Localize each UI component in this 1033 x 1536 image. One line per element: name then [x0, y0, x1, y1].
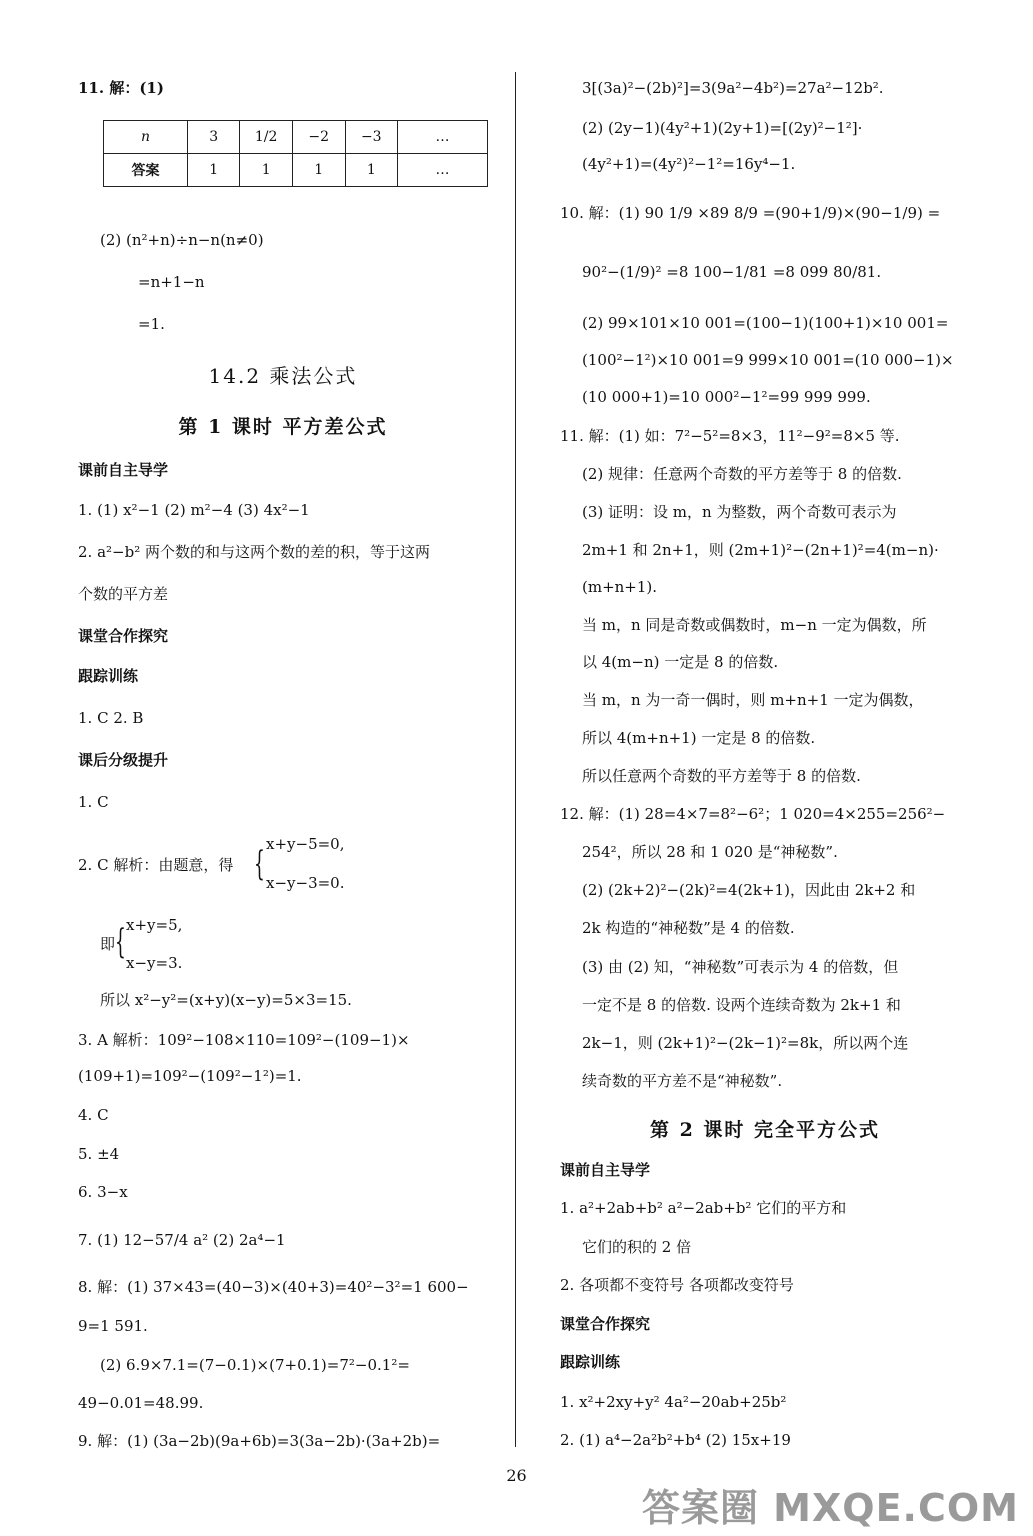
- answer-line: 1. x²+2xy+y² 4a²−20ab+25b²: [560, 1393, 787, 1411]
- q11-part2-line1: (2) (n²+n)÷n−n(n≠0): [100, 231, 264, 249]
- answer-line: 2. 各项都不变符号 各项都改变符号: [560, 1276, 794, 1294]
- equation-line: x+y−5=0,: [266, 835, 345, 853]
- answer-line: (2) 6.9×7.1=(7−0.1)×(7+0.1)=7²−0.1²=: [100, 1356, 410, 1374]
- answer-line: 当 m，n 同是奇数或偶数时，m−n 一定为偶数，所: [582, 616, 927, 634]
- answer-line: (2) 规律：任意两个奇数的平方差等于 8 的倍数.: [582, 465, 902, 483]
- equation-line: x+y=5,: [126, 916, 183, 934]
- q11-part2-line3: =1.: [138, 315, 165, 333]
- table-cell: −2: [292, 121, 345, 154]
- answer-line: 1. (1) x²−1 (2) m²−4 (3) 4x²−1: [78, 501, 310, 519]
- answer-line: (10 000+1)=10 000²−1²=99 999 999.: [582, 388, 871, 406]
- answer-line: (109+1)=109²−(109²−1²)=1.: [78, 1067, 302, 1085]
- table-cell: 1/2: [240, 121, 293, 154]
- answer-line: 它们的积的 2 倍: [582, 1238, 692, 1256]
- heading-class-explore: 课堂合作探究: [78, 627, 169, 645]
- brace-icon: {: [115, 922, 126, 962]
- answer-line: 11. 解：(1) 如：7²−5²=8×3，11²−9²=8×5 等.: [560, 427, 900, 445]
- answer-line: 10. 解：(1) 90 1/9 ×89 8/9 =(90+1/9)×(90−1/9) =: [560, 204, 941, 222]
- equation-line: x−y−3=0.: [266, 874, 345, 892]
- table-row: [104, 154, 488, 187]
- answer-line: 续奇数的平方差不是“神秘数”.: [582, 1072, 783, 1090]
- answer-line: 2. a²−b² 两个数的和与这两个数的差的积，等于这两: [78, 543, 430, 561]
- answer-line: 3[(3a)²−(2b)²]=3(9a²−4b²)=27a²−12b².: [582, 79, 884, 97]
- answer-line: 3. A 解析：109²−108×110=109²−(109−1)×: [78, 1031, 410, 1049]
- answer-line: 4. C: [78, 1106, 109, 1124]
- heading-pre-study: 课前自主导学: [560, 1161, 651, 1179]
- answer-line: 9. 解：(1) (3a−2b)(9a+6b)=3(3a−2b)·(3a+2b)=: [78, 1432, 441, 1450]
- answer-table: [103, 120, 488, 187]
- answer-line: 以 4(m−n) 一定是 8 的倍数.: [582, 653, 779, 671]
- answer-line: 90²−(1/9)² =8 100−1/81 =8 099 80/81.: [582, 263, 882, 281]
- table-cell: n: [104, 121, 188, 154]
- answer-line: 所以 x²−y²=(x+y)(x−y)=5×3=15.: [100, 991, 352, 1009]
- answer-line: 12. 解：(1) 28=4×7=8²−6²；1 020=4×255=256²−: [560, 805, 946, 823]
- answer-line: 个数的平方差: [78, 585, 169, 603]
- brace-icon: {: [254, 844, 265, 884]
- answer-line: (m+n+1).: [582, 578, 658, 596]
- answer-line: (3) 由 (2) 知，“神秘数”可表示为 4 的倍数，但: [582, 958, 899, 976]
- page-number: 26: [506, 1466, 527, 1485]
- table-cell: 1: [345, 154, 398, 187]
- heading-tracking: 跟踪训练: [560, 1353, 621, 1371]
- answer-line: (4y²+1)=(4y²)²−1²=16y⁴−1.: [582, 155, 796, 173]
- table-cell: 答案: [104, 154, 188, 187]
- q11-part2-line2: =n+1−n: [138, 273, 205, 291]
- answer-line: 2. C 解析：由题意，得: [78, 856, 234, 874]
- equation-line: x−y=3.: [126, 954, 183, 972]
- answer-line: 254²，所以 28 和 1 020 是“神秘数”.: [582, 843, 838, 861]
- table-cell: 1: [292, 154, 345, 187]
- watermark-text: 答案圈 MXQE.COM: [641, 1486, 1019, 1530]
- lesson2-title: 第 2 课时 完全平方公式: [649, 1119, 881, 1141]
- answer-line: 1. C: [78, 793, 109, 811]
- lesson1-title: 第 1 课时 平方差公式: [178, 416, 388, 438]
- table-row: [104, 121, 488, 154]
- answer-line: 所以任意两个奇数的平方差等于 8 的倍数.: [582, 767, 861, 785]
- answer-line: (100²−1²)×10 001=9 999×10 001=(10 000−1)×: [582, 351, 954, 369]
- answer-line: 即: [100, 935, 116, 953]
- table-cell: 3: [187, 121, 239, 154]
- table-cell: −3: [345, 121, 398, 154]
- column-divider: [515, 72, 516, 1447]
- answer-line: 6. 3−x: [78, 1183, 128, 1201]
- section-title: 14.2 乘法公式: [208, 364, 358, 388]
- answer-line: 1. a²+2ab+b² a²−2ab+b² 它们的平方和: [560, 1199, 847, 1217]
- answer-line: 当 m，n 为一奇一偶时，则 m+n+1 一定为偶数，: [582, 691, 924, 709]
- table-cell: …: [398, 154, 488, 187]
- answer-line: (2) (2k+2)²−(2k)²=4(2k+1)，因此由 2k+2 和: [582, 881, 916, 899]
- answer-line: 9=1 591.: [78, 1317, 148, 1335]
- answer-line: 2m+1 和 2n+1，则 (2m+1)²−(2n+1)²=4(m−n)·: [582, 541, 939, 559]
- answer-line: (3) 证明：设 m，n 为整数，两个奇数可表示为: [582, 503, 897, 521]
- answer-line: 7. (1) 12−57/4 a² (2) 2a⁴−1: [78, 1231, 286, 1249]
- answer-line: (2) (2y−1)(4y²+1)(2y+1)=[(2y)²−1²]·: [582, 119, 863, 137]
- answer-line: 所以 4(m+n+1) 一定是 8 的倍数.: [582, 729, 816, 747]
- heading-after-class: 课后分级提升: [78, 751, 169, 769]
- answer-line: 49−0.01=48.99.: [78, 1394, 204, 1412]
- answer-line: (2) 99×101×10 001=(100−1)(100+1)×10 001=: [582, 314, 949, 332]
- table-cell: …: [398, 121, 488, 154]
- answer-line: 2. (1) a⁴−2a²b²+b⁴ (2) 15x+19: [560, 1431, 791, 1449]
- answer-line: 5. ±4: [78, 1145, 120, 1163]
- answer-line: 1. C 2. B: [78, 709, 144, 727]
- heading-class-explore: 课堂合作探究: [560, 1315, 651, 1333]
- table-cell: 1: [187, 154, 239, 187]
- answer-line: 2k−1，则 (2k+1)²−(2k−1)²=8k，所以两个连: [582, 1034, 909, 1052]
- answer-line: 2k 构造的“神秘数”是 4 的倍数.: [582, 919, 795, 937]
- table-cell: 1: [240, 154, 293, 187]
- heading-tracking: 跟踪训练: [78, 667, 139, 685]
- q11-title: 11. 解：(1): [78, 79, 164, 97]
- heading-pre-study: 课前自主导学: [78, 461, 169, 479]
- answer-line: 一定不是 8 的倍数. 设两个连续奇数为 2k+1 和: [582, 996, 901, 1014]
- watermark-logo: [642, 1488, 1019, 1528]
- answer-line: 8. 解：(1) 37×43=(40−3)×(40+3)=40²−3²=1 600−: [78, 1278, 469, 1296]
